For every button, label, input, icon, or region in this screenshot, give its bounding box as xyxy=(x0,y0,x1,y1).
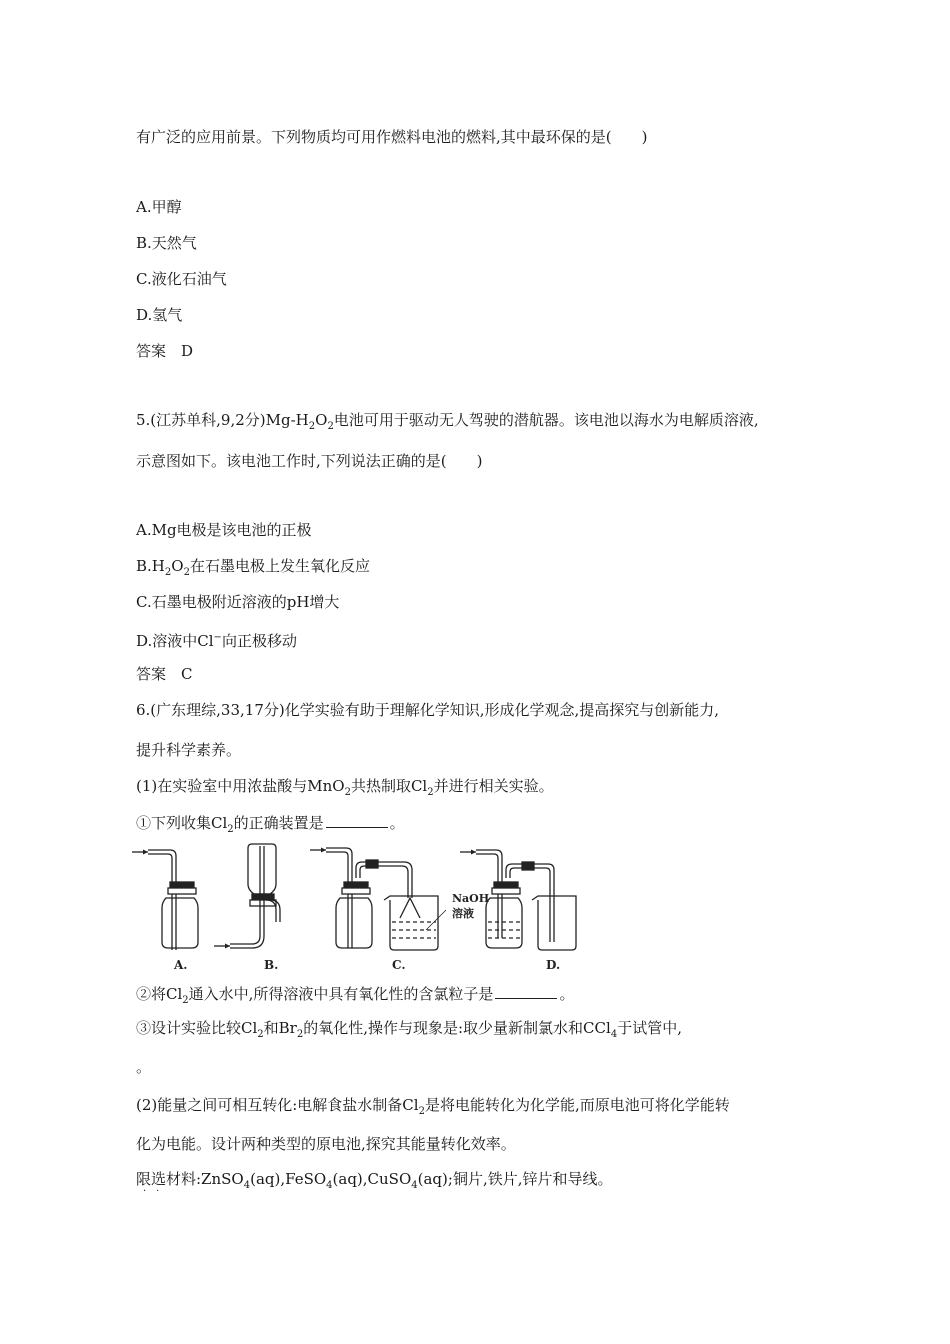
q5-option-a: A.Mg电极是该电池的正极 xyxy=(136,521,312,539)
solution-label: 溶液 xyxy=(452,907,474,920)
q6-stem: 6.(广东理综,33,17分)化学实验有助于理解化学知识,形成化学观念,提高探究与创新能力, xyxy=(136,701,720,719)
q5-option-b: $B.H_2O_2$在石墨电极上发生氧化反应 xyxy=(136,557,370,578)
q5-option-c: C.石墨电极附近溶液的pH增大 xyxy=(136,593,340,611)
naoh-label: NaOH xyxy=(452,892,490,905)
q4-stem: 有广泛的应用前景。下列物质均可用作燃料电池的燃料,其中最环保的是( ) xyxy=(136,128,648,146)
apparatus-a xyxy=(132,850,198,951)
q6-stem-line2: 提升科学素养。 xyxy=(136,741,242,759)
apparatus-b xyxy=(214,844,280,949)
q6-materials: 限选材料:ZnSO$_4$(aq),FeSO$_4$(aq),CuSO$_4$(aq);铜片,铁片,锌片和导线。 xyxy=(136,1170,613,1191)
q6-sub3-line2: 。 xyxy=(136,1058,152,1076)
label-c: C. xyxy=(392,958,406,972)
q6-sub2: ②将$Cl_2$通入水中,所得溶液中具有氧化性的含氯粒子是 。 xyxy=(136,985,575,1006)
q6-part1: (1)在实验室中用浓盐酸与MnO$_2$共热制取$Cl_2$并进行相关实验。 xyxy=(136,777,554,798)
q6-part2: (2)能量之间可相互转化:电解食盐水制备$Cl_2$是将电能转化为化学能,而原电池可将化学能转 xyxy=(136,1096,730,1117)
q4-option-b: B.天然气 xyxy=(136,234,197,252)
q4-option-a: A.甲醇 xyxy=(136,198,182,216)
emphasis-dots: ·· xyxy=(143,1186,170,1197)
q5-stem-line2: 示意图如下。该电池工作时,下列说法正确的是( ) xyxy=(136,452,483,470)
label-a: A. xyxy=(174,958,188,972)
label-d: D. xyxy=(546,958,561,972)
gas-collection-apparatus-diagram xyxy=(130,838,600,978)
answer-blank[interactable] xyxy=(495,983,557,999)
q6-sub3: ③设计实验比较$Cl_2$和$Br_2$的氧化性,操作与现象是:取少量新制氯水和CCl$_4$于试管中, xyxy=(136,1019,682,1040)
q4-answer: 答案 D xyxy=(136,342,194,360)
label-b: B. xyxy=(264,958,279,972)
apparatus-c xyxy=(310,848,446,951)
q5-answer: 答案 C xyxy=(136,665,193,683)
q5-stem: 5.(江苏单科,9,2分)$Mg-H_2O_2$电池可用于驱动无人驾驶的潜航器。该电池以海水为电解质溶液, xyxy=(136,411,759,432)
answer-blank[interactable] xyxy=(326,812,388,828)
q4-option-c: C.液化石油气 xyxy=(136,270,227,288)
q6-sub1: ①下列收集$Cl_2$的正确装置是 。 xyxy=(136,814,405,835)
q4-option-d: D.氢气 xyxy=(136,306,183,324)
q5-option-d: D.溶液中Cl−向正极移动 xyxy=(136,632,297,650)
q6-part2-line2: 化为电能。设计两种类型的原电池,探究其能量转化效率。 xyxy=(136,1135,516,1153)
